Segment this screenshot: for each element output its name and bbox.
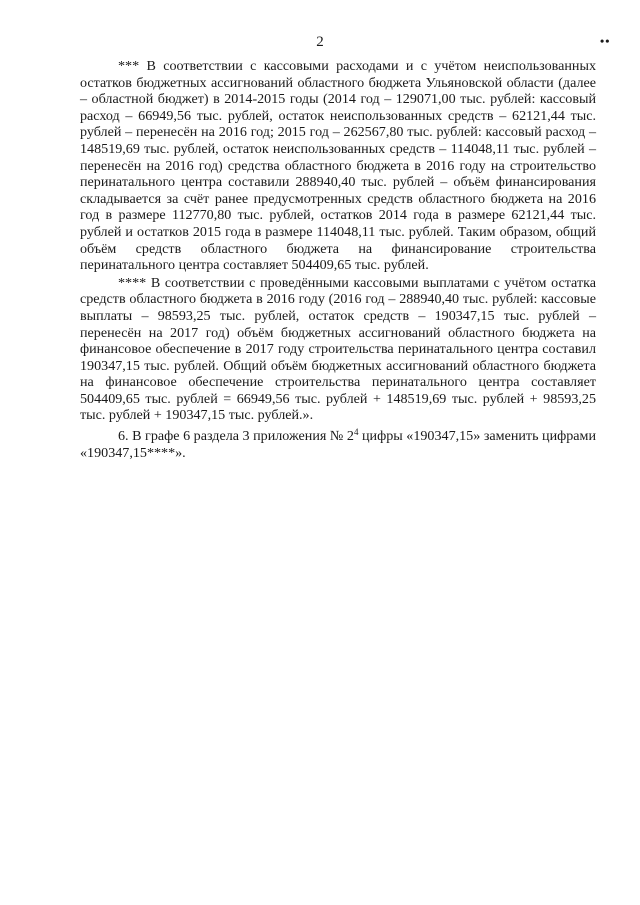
amendment-text-after: цифры «190347,15» заменить цифрами «190347,15****».: [80, 428, 597, 461]
amendment-superscript: 4: [353, 427, 359, 438]
footnote-four-asterisks: **** В соответствии с проведёнными кассовыми выплатами с учётом остатка средств областного бюджета в 2016 году (2016 год – 288940,40 тыс. рублей: кассовые выплаты – 98593,25 тыс. рублей, остаток средств – 190347,15 тыс. рублей – перенесён на 2017 год) объём бюджетных ассигнований областного бюджета на финансовое обеспечение в 2017 году строительства перинатального центра составил 190347,15 тыс. рублей. Общий объём бюджетных ассигнований областного бюджета на финансовое обеспечение строительства перинатального центра составляет 504409,65 тыс. рублей = 66949,56 тыс. рублей + 148519,69 тыс. рублей + 98593,25 тыс. рублей + 190347,15 тыс. рублей.».: [80, 274, 596, 424]
amendment-text-before: 6. В графе 6 раздела 3 приложения № 2: [118, 428, 354, 445]
amendment-item-6: [80, 428, 596, 461]
document-body: [80, 58, 596, 462]
corner-mark: ••: [600, 34, 611, 48]
page-number: 2: [316, 34, 324, 50]
footnote-three-asterisks: *** В соответствии с кассовыми расходами и с учётом неиспользованных остатков бюджетных ассигнований областного бюджета Ульяновской области (далее – областной бюджет) в 2014-2015 годы (2014 год – 129071,00 тыс. рублей: кассовый расход – 66949,56 тыс. рублей, остаток неиспользованных средств – 62121,44 тыс. рублей – перенесён на 2016 год; 2015 год – 262567,80 тыс. рублей: кассовый расход – 148519,69 тыс. рублей, остаток неиспользованных средств – 114048,11 тыс. рублей – перенесён на 2016 год) средства областного бюджета в 2016 году на строительство перинатального центра составили 288940,40 тыс. рублей – объём финансирования складывается за счёт ранее предусмотренных средств областного бюджета на 2016 год в размере 112770,80 тыс. рублей, остатков 2014 года в размере 62121,44 тыс. рублей и остатков 2015 года в размере 114048,11 тыс. рублей. Таким образом, общий объём средств областного бюджета на финансирование строительства перинатального центра составляет 504409,65 тыс. рублей.: [80, 58, 596, 274]
